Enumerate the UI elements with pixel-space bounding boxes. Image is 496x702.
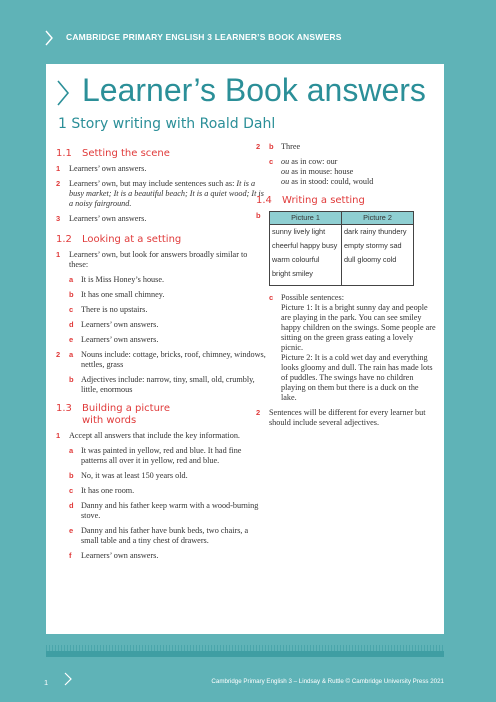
page-number: 1 (44, 678, 49, 687)
answer-subitem: b No, it was at least 150 years old. (69, 471, 188, 480)
section-heading: 1.1 Setting the scene (56, 148, 170, 159)
right-column (256, 142, 436, 433)
section-heading: 1.4 Writing a setting (256, 195, 365, 206)
answer-subitem: b Adjectives include: narrow, tiny, small, old, crumbly, little, enormous (69, 375, 255, 394)
left-column (56, 142, 266, 566)
answer-subitem: c There is no upstairs. (69, 305, 148, 314)
unit-title: 1 Story writing with Roald Dahl (58, 116, 276, 132)
table-cell: sunny lively light cheerful happy busy warm colourful bright smiley (270, 225, 342, 286)
table-cell: dark rainy thundery empty stormy sad dull gloomy cold (342, 225, 414, 286)
table-block (256, 211, 436, 286)
answer-item: 2 Learners’ own, but may include sentences such as: It is a busy market; It is a beautiful beach; It is a quiet wood; It is a noisy fairground. (56, 179, 264, 208)
header-title: CAMBRIDGE PRIMARY ENGLISH 3 LEARNER’S BOOK ANSWERS (66, 32, 342, 42)
chevron-right-icon (44, 30, 54, 46)
chevron-right-icon (64, 672, 72, 686)
adjectives-table (269, 211, 414, 286)
answer-item: 2 Sentences will be different for every learner but should include several adjectives. (256, 408, 426, 427)
footer-credit: Cambridge Primary English 3 – Lindsay & Ruttle © Cambridge University Press 2021 (211, 678, 444, 685)
answer-item: 1 Learners’ own, but look for answers broadly similar to these: (56, 250, 248, 269)
answer-subitem: 2 b Three (256, 142, 301, 151)
page-content (46, 64, 444, 634)
answer-item: 1 Accept all answers that include the key information. (56, 431, 240, 440)
answer-subitem: e Learners’ own answers. (69, 335, 159, 344)
section-heading: 1.2 Looking at a setting (56, 234, 182, 245)
answer-subitem: c Possible sentences: Picture 1: It is a bright sunny day and people are playing in the park. You can see smiley happy children on the swings. Some people are sitting on the green grass eating a lovely picnic. Picture 2: It is a cold wet day and everything looks gloomy and dull. The rain has made lots of puddles. The swings have no children playing on them but there is a duck on the lake. (269, 293, 436, 402)
answer-subitem: e Danny and his father have bunk beds, two chairs, a small table and a tiny chest of drawers. (69, 526, 249, 545)
answer-subitem: c It has one room. (69, 486, 135, 495)
item-label: b (256, 211, 261, 220)
answer-subitem: c ou as in cow: our ou as in mouse: house ou as in stood: could, would (269, 157, 374, 186)
answer-item: 3 Learners’ own answers. (56, 214, 147, 223)
section-heading: 1.3 Building a picture with words (56, 403, 170, 426)
answer-subitem: d Learners’ own answers. (69, 320, 159, 329)
running-header (0, 28, 496, 50)
page-title-text: Learner’s Book answers (82, 72, 426, 108)
answer-subitem: b It has one small chimney. (69, 290, 165, 299)
answer-subitem: f Learners’ own answers. (69, 551, 159, 560)
table-header: Picture 1 (270, 212, 342, 225)
footer-band-solid (46, 651, 444, 657)
answer-subitem: a It was painted in yellow, red and blue. It had fine patterns all over it in yellow, red and blue. (69, 446, 242, 465)
table-header: Picture 2 (342, 212, 414, 225)
answer-item: 1 Learners’ own answers. (56, 164, 147, 173)
answer-subitem: d Danny and his father keep warm with a wood-burning stove. (69, 501, 259, 520)
chevron-right-icon (56, 80, 70, 106)
answer-subitem: a It is Miss Honey’s house. (69, 275, 165, 284)
answer-subitem: 2 a Nouns include: cottage, bricks, roof, chimney, windows, nettles, grass (56, 350, 266, 369)
